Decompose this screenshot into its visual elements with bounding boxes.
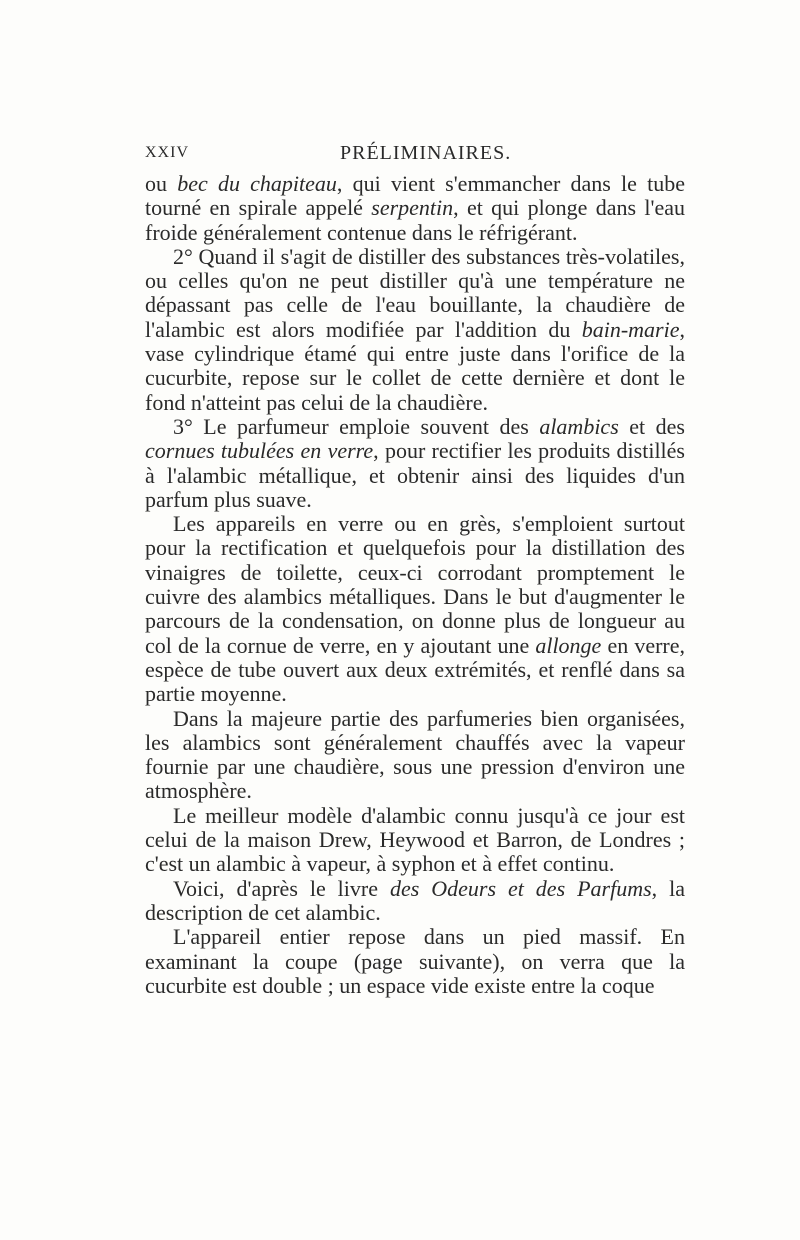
- italic-run: serpentin: [371, 195, 454, 221]
- text-run: 2° Quand il s'agit de distiller des substances très-volatiles, ou celles qu'on ne peut distiller qu'à une température ne dépassant pas celle de l'eau bouillante, la chaudière de l'alambic est alors modifiée par l'addition du: [145, 243, 685, 342]
- paragraph: [145, 415, 685, 512]
- text-run: , la description de cet alambic.: [145, 875, 685, 925]
- italic-run: des Odeurs et des Parfums: [389, 875, 652, 901]
- italic-run: allonge: [535, 632, 602, 658]
- text-run: , pour rectifier les produits distillés à l'alambic métallique, et obtenir ainsi des liquides d'un parfum plus suave.: [145, 438, 685, 512]
- text-run: ou: [145, 171, 178, 196]
- body-text: [145, 172, 685, 998]
- text-run: Dans la majeure partie des parfumeries bien organisées, les alambics sont généralement chauffés avec la vapeur fournie par une chaudière, sous une pression d'environ une atmosphère.: [145, 705, 685, 804]
- paragraph: [145, 877, 685, 926]
- text-run: Le meilleur modèle d'alambic connu jusqu'à ce jour est celui de la maison Drew, Heywood et Barron, de Londres ; c'est un alambic à vapeur, à syphon et à effet continu.: [145, 802, 685, 877]
- running-head: [145, 142, 685, 172]
- paragraph: [145, 512, 685, 706]
- paragraph: [145, 925, 685, 998]
- italic-run: bain-marie: [581, 316, 680, 342]
- text-run: , qui vient s'emmancher dans le tube tourné en spirale appelé: [145, 171, 685, 221]
- text-run: L'appareil entier repose dans un pied massif. En examinant la coupe (page suivante), on verra que la cucurbite est double ; un espace vide existe entre la coque: [145, 924, 685, 998]
- text-run: Les appareils en verre ou en grès, s'emploient surtout pour la rectification et quelquefois pour la distillation des vinaigres de toilette, ceux-ci corrodant promptement le cuivre des alambics métalliques. Dans le but d'augmenter le parcours de la condensation, on donne plus de longueur au col de la cornue de verre, en y ajoutant une: [145, 511, 685, 658]
- text-run: , vase cylindrique étamé qui entre juste dans l'orifice de la cucurbite, repose sur le collet de cette dernière et dont le fond n'atteint pas celui de la chaudière.: [145, 316, 685, 415]
- text-run: , et qui plonge dans l'eau froide généralement contenue dans le réfrigérant.: [145, 195, 685, 245]
- text-run: 3° Le parfumeur emploie souvent des: [173, 413, 540, 439]
- text-run: Voici, d'après le livre: [173, 875, 390, 901]
- paragraph: [145, 707, 685, 804]
- italic-run: bec du chapiteau: [177, 171, 337, 196]
- italic-run: alambics: [539, 413, 619, 439]
- text-run: en verre, espèce de tube ouvert aux deux extrémités, et renflé dans sa partie moyenne.: [145, 632, 685, 707]
- text-run: et des: [618, 413, 685, 439]
- italic-run: cornues tubulées en verre: [145, 438, 374, 464]
- paragraph: [145, 172, 685, 245]
- paragraph: [145, 804, 685, 877]
- paragraph: [145, 245, 685, 415]
- running-title: PRÉLIMINAIRES.: [340, 142, 512, 164]
- page-number: XXIV: [145, 144, 189, 161]
